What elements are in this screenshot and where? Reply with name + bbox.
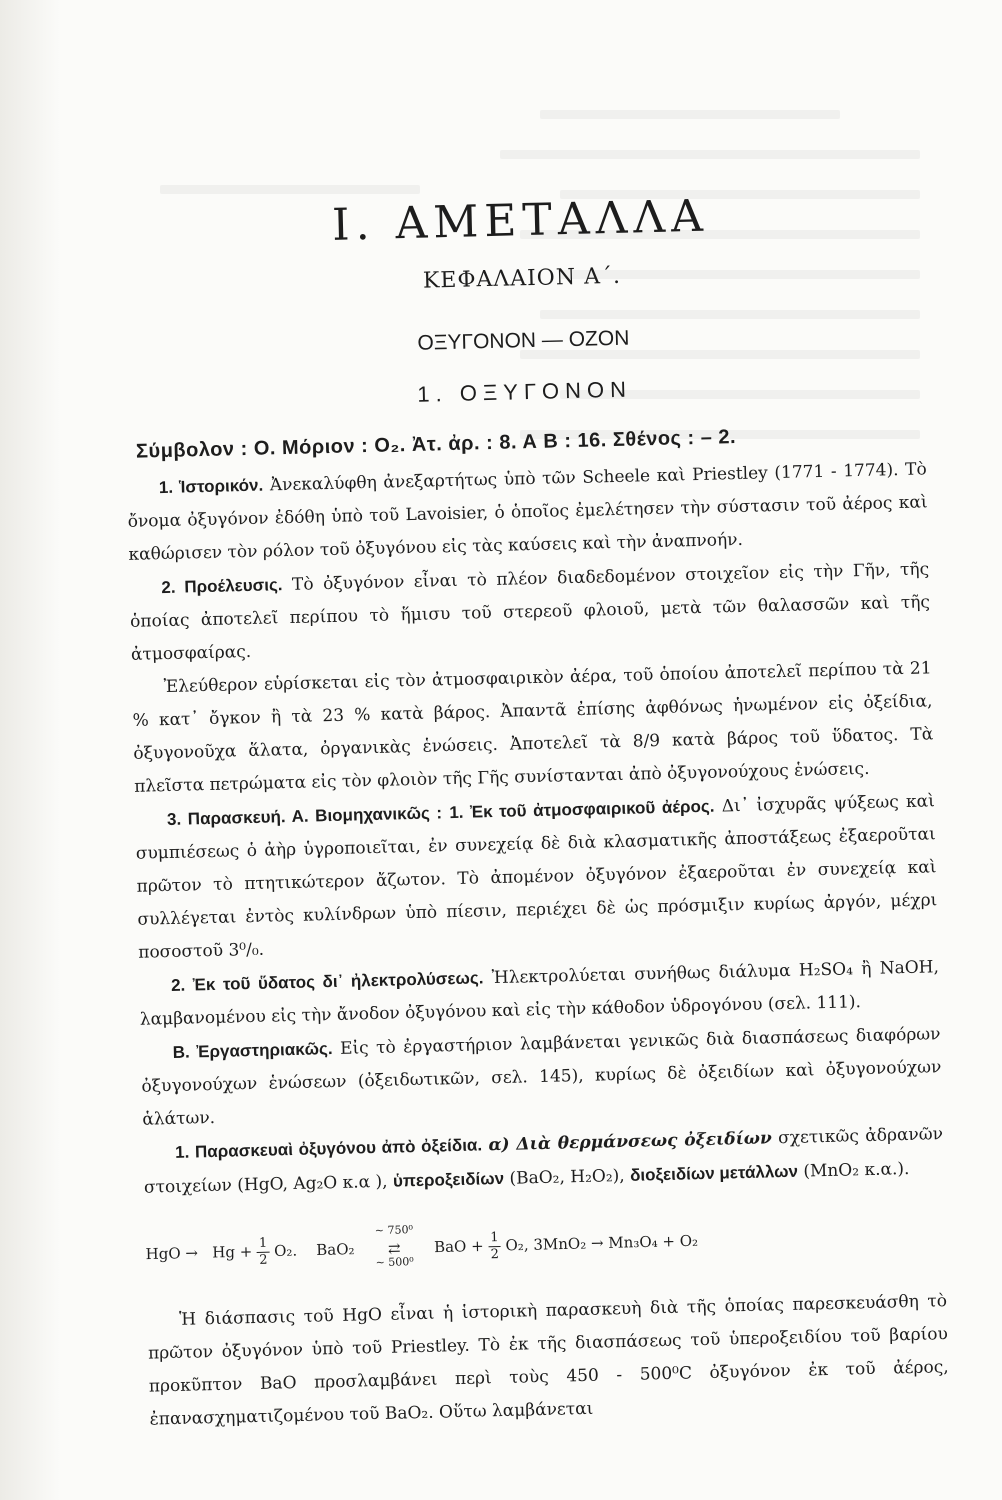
prep-text2: Ἠλεκτρολύεται συνήθως διάλυμα H₂SO₄ ἢ NaOH, λαμβανομένου εἰς τὴν ἄνοδον ὀξυγόνου καὶ εἰς τὴν κάθοδον ὑδρογόνου (σελ. 111). (139, 957, 940, 1030)
equilibrium-arrow-icon: ⇄ (387, 1238, 401, 1258)
paragraph-origin (129, 552, 931, 672)
reaction-equations (145, 1201, 946, 1285)
peroxides-label: ὑπεροξειδίων (392, 1168, 505, 1191)
origin-text-2: Ἐλεύθερον εὑρίσκεται εἰς τὸν ἀτμοσφαιρικὸν ἀέρα, τοῦ ὁποίου ἀποτελεῖ περίπου τὰ 21 % κατ᾽ ὄγκον ἢ τὰ 23 % κατὰ βάρος. Ἀπαντᾶ ἐπίσης ἀφθόνως ἡνωμένον εἰς ὀξείδια, ὀξυγονοῦχα ἅλατα, ὀργανικὰς ἑνώσεις. Ἀποτελεῖ τὰ 8/9 κατὰ βάρος τοῦ ὕδατος. Τὰ πλεῖστα πετρώματα εἰς τὸν φλοιὸν τῆς Γῆς συνίστανται ἀπὸ ὀξυγονούχους ἑνώσεις. (132, 658, 934, 797)
lab-heading: Β. Ἐργαστηριακῶς. (172, 1039, 333, 1062)
paragraph-closing (147, 1285, 950, 1437)
reaction-o2-mno2: O₂, 3MnO₂ → Mn₃O₄ + O₂ (505, 1231, 699, 1255)
paragraph-origin-2 (131, 652, 934, 804)
reaction-hgo: HgO → (145, 1243, 199, 1264)
peroxides-text: (BaO₂, H₂O₂), (509, 1165, 625, 1189)
reaction-hg: Hg + (212, 1242, 253, 1262)
fraction-half-2 (488, 1230, 501, 1263)
origin-text: Τὸ ὀξυγόνον εἶναι τὸ πλέον διαδεδομένον στοιχεῖον εἰς τὴν Γῆν, τῆς ὁποίας ἀποτελεῖ περίπου τὸ ἥμισυ τοῦ στερεοῦ φλοιοῦ, μετὰ τῶν θαλασσῶν καὶ τῆς ἀτμοσφαίρας. (129, 559, 931, 665)
prep-heading: 3. Παρασκευή. Α. Βιομηχανικῶς : (166, 803, 443, 830)
fraction-denominator-2: 2 (490, 1247, 500, 1263)
chapter-title: ΚΕΦΑΛΑΙΟΝ Α΄. (422, 263, 622, 294)
historic-heading: 1. Ἱστορικόν. (158, 475, 264, 498)
oxides-heading: 1. Παρασκευαὶ ὀξυγόνου ἀπὸ ὀξείδια. (174, 1135, 483, 1162)
prep-sub2: 2. Ἐκ τοῦ ὕδατος δι᾽ ἠλεκτρολύσεως. (170, 968, 484, 995)
section-title: 1. ΟΞΥΓΟΝΟΝ (417, 376, 633, 407)
page-content (120, 185, 950, 1436)
equilibrium-arrow (359, 1222, 429, 1269)
reaction-bao2: BaO₂ (316, 1240, 355, 1260)
page-gutter-shadow (0, 0, 60, 1500)
temp-reverse: ~ 500⁰ (375, 1254, 414, 1269)
paragraph-preparation (135, 784, 939, 969)
dioxides-text: (MnO₂ κ.α.). (803, 1159, 910, 1182)
reaction-bao: BaO + (433, 1236, 484, 1257)
fraction-denominator: 2 (259, 1252, 268, 1268)
closing-text: Ἡ διάσπασις τοῦ HgO εἶναι ἡ ἱστορικὴ παρασκευὴ διὰ τῆς ὁποίας παρεσκευάσθη τὸ πρῶτον ὀξυγόνον ὑπὸ τοῦ Priestley. Τὸ ἐκ τῆς διασπάσεως τοῦ ὑπεροξειδίου τοῦ βαρίου προκῦπτον BaO προσλαμβάνει περὶ τοὺς 450 - 500⁰C ὀξυγόνον ἐκ τοῦ ἀέρος, ἐπανασχηματιζομένου τοῦ BaO₂. Οὕτω λαμβάνεται (147, 1291, 949, 1430)
lab-text: Εἰς τὸ ἐργαστήριον λαμβάνεται γενικῶς διὰ διασπάσεως διαφόρων ὀξυγονούχων ἑνώσεων (ὀξειδωτικῶν, σελ. 145), κυρίως δὲ ὀξειδίων καὶ ὀξυγονούχων ἁλάτων. (141, 1024, 942, 1130)
dioxides-label: διοξειδίων μετάλλων (629, 1161, 799, 1185)
chapter-subtitle: ΟΞΥΓΟΝΟΝ — ΟΖΟΝ (417, 326, 630, 355)
fraction-numerator: 1 (257, 1236, 270, 1253)
paragraph-historic (127, 452, 929, 572)
reaction-o2: O₂. (273, 1241, 298, 1261)
historic-text: Ἀνεκαλύφθη ἀνεξαρτήτως ὑπὸ τῶν Scheele καὶ Priestley (1771 - 1774). Τὸ ὄνομα ὀξυγόνον ἐδόθη ὑπὸ τοῦ Lavoisier, ὁ ὁποῖος ἐμελέτησεν τὴν σύστασιν τοῦ ἀέρος καὶ καθώρισεν τὸν ρόλον τοῦ ὀξυγόνου εἰς τὰς καύσεις καὶ τὴν ἀναπνοήν. (127, 459, 928, 565)
temp-forward: ~ 750⁰ (374, 1222, 414, 1237)
origin-heading: 2. Προέλευσις. (161, 575, 283, 598)
oxides-a: α) Διὰ θερμάνσεως ὀξειδίων (488, 1128, 773, 1156)
prep-sub1: 1. Ἐκ τοῦ ἀτμοσφαιρικοῦ ἀέρος. (449, 796, 715, 823)
prep-text1: Δι᾽ ἰσχυρᾶς ψύξεως καὶ συμπιέσεως ὁ ἀὴρ ὑγροποιεῖται, ἐν συνεχείᾳ δὲ διὰ κλασματικῆς ἀποστάξεως ἐξαεροῦται πρῶτον τὸ πτητικώτερον ἄζωτον. Τὸ ἀπομένον ὀξυγόνον ἐξαεροῦται ἐν συνεχείᾳ καὶ συλλέγεται ἐντὸς κυλίνδρων ὑπὸ πίεσιν, περιέχει δὲ ὡς πρόσμιξιν κυρίως ἀργόν, μέχρι ποσοστοῦ 3⁰/₀. (135, 791, 938, 963)
part-title: I. ΑΜΕΤΑΛΛΑ (331, 190, 710, 251)
paragraph-laboratory (140, 1017, 942, 1137)
fraction-numerator-2: 1 (488, 1230, 501, 1247)
symbols-line: Σύμβολον : Ο. Μόριον : Ο₂. Ἀτ. ἀρ. : 8. Α Β : 16. Σθένος : – 2. (135, 426, 737, 463)
reaction-line (145, 1222, 699, 1271)
oxides-text1: σχετικῶς ἀδρανῶν στοιχείων (HgO, Ag₂O κ.α ), (143, 1124, 944, 1198)
fraction-half (257, 1236, 270, 1269)
